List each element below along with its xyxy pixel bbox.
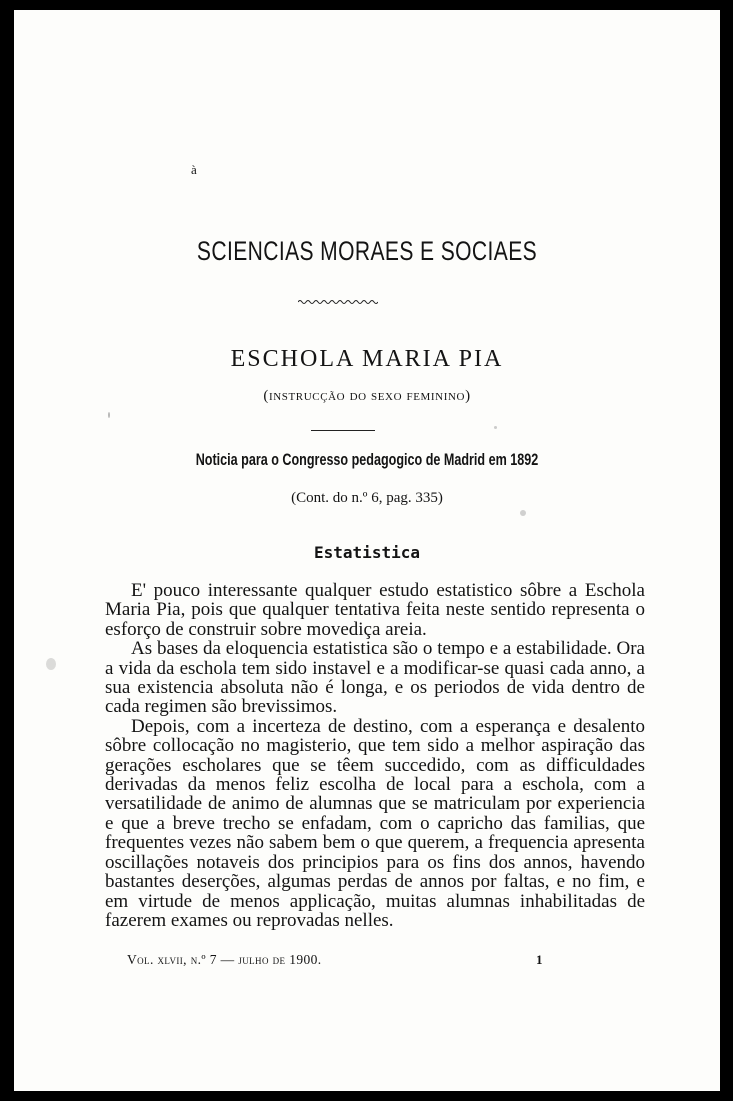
paragraph-3: Depois, com a incerteza de destino, com a esperança e desalento sôbre collocação no magisterio, que tem sido a melhor aspiração das gerações escholares que se têem succedido, com as difficuldades derivadas da menos feliz escolha de local para a eschola, com a versatilidade de animo de alumnas que se matriculam por experiencia e que a breve trecho se enfadam, com o capricho das familias, que frequentes vezes não sabem bem o que querem, a frequencia apresenta oscillações notaveis dos principios para os fins dos annos, havendo bastantes deserções, algumas perdas de annos por faltas, e no fim, e em virtude de menos applicação, muitas alumnas inhabilitadas de fazerem exames ou reprovadas nelles.	[105, 715, 645, 931]
subtitle-close-paren: )	[465, 388, 471, 404]
paragraph-2: As bases da eloquencia estatistica são o tempo e a estabilidade. Ora a vida da eschola tem sido instavel e a modificar-se quasi cada anno, a sua existencia absoluta não é longa, e os periodos de vida dentro de cada regimen são brevissimos.	[105, 638, 645, 718]
paper-speck	[108, 412, 110, 418]
article-title: ESCHOLA MARIA PIA	[230, 346, 504, 372]
subtitle-open-paren: (	[263, 388, 269, 404]
body-text	[105, 581, 645, 930]
volume-footer	[127, 952, 322, 968]
journal-page	[14, 10, 720, 1091]
paragraph-1: E' pouco interessante qualquer estudo estatistico sôbre a Eschola Maria Pia, pois que qualquer tentativa feita neste sentido representa o esforço de construir sobre movediça areia.	[105, 580, 645, 640]
horizontal-rule	[311, 430, 375, 431]
signature-number: 1	[536, 952, 543, 967]
paper-speck	[46, 658, 56, 670]
paper-speck	[520, 510, 526, 516]
paper-speck	[494, 426, 497, 429]
volume-footer-text: Vol. xlvii, n.º 7 — julho de 1900.	[127, 952, 322, 967]
article-subtitle	[14, 388, 720, 405]
section-title: SCIENCIAS MORAES E SOCIAES	[196, 236, 538, 266]
subtitle-text: instrucção do sexo feminino	[268, 388, 466, 404]
continuation-note: (Cont. do n.º 6, pag. 335)	[291, 490, 443, 506]
section-heading: Estatistica	[314, 543, 420, 562]
corner-mark: à	[191, 162, 197, 177]
article-notice: Noticia para o Congresso pedagogico de Madrid em 1892	[195, 450, 539, 469]
ornamental-wave-divider	[298, 298, 378, 306]
